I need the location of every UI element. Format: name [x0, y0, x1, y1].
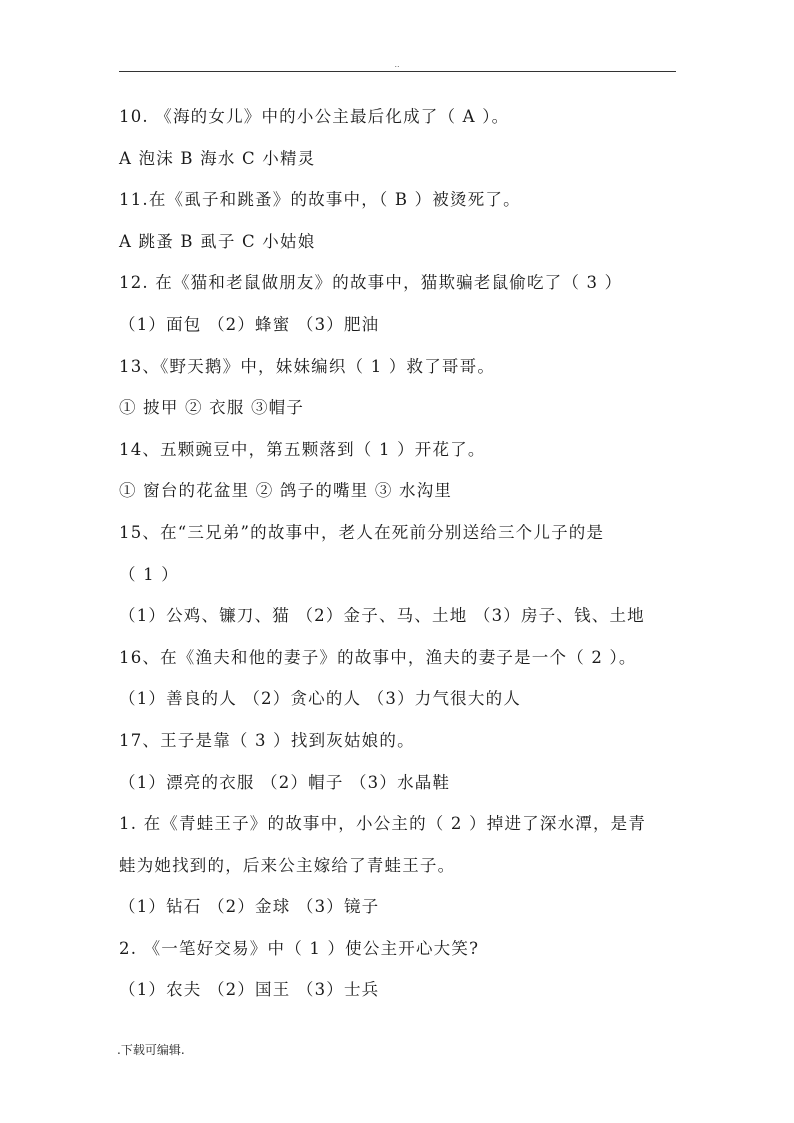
text-line: （1）钻石 （2）金球 （3）镜子	[119, 897, 380, 917]
text-line: A 泡沫 B 海水 C 小精灵	[119, 148, 316, 168]
text-line: ① 窗台的花盆里 ② 鸽子的嘴里 ③ 水沟里	[119, 481, 453, 501]
document-body	[119, 102, 689, 1017]
text-line: A 跳蚤 B 虱子 C 小姑娘	[119, 231, 316, 251]
text-line: （1）善良的人 （2）贪心的人 （3）力气很大的人	[119, 689, 521, 709]
footer-note: .下载可编辑.	[117, 1043, 185, 1057]
text-line: 12. 在《猫和老鼠做朋友》的故事中，猫欺骗老鼠偷吃了（ 3 ）	[119, 273, 623, 293]
text-line: 16、在《渔夫和他的妻子》的故事中，渔夫的妻子是一个（ 2 ）。	[119, 647, 637, 667]
header-rule	[119, 71, 676, 72]
text-line: ① 披甲 ② 衣服 ③帽子	[119, 398, 305, 418]
text-line: 11.在《虱子和跳蚤》的故事中，（ B ）被烫死了。	[119, 190, 521, 210]
text-line: 蛙为她找到的，后来公主嫁给了青蛙王子。	[119, 855, 456, 875]
text-line: 1. 在《青蛙王子》的故事中，小公主的（ 2 ）掉进了深水潭，是青	[119, 814, 647, 834]
text-line: 10. 《海的女儿》中的小公主最后化成了（ A ）。	[119, 107, 510, 126]
text-line: 14、五颗豌豆中，第五颗落到（ 1 ）开花了。	[119, 439, 486, 459]
text-line: （1）漂亮的衣服 （2）帽子 （3）水晶鞋	[119, 772, 451, 792]
text-line: 13、《野天鹅》中，妹妹编织（ 1 ）救了哥哥。	[119, 356, 496, 376]
header-mark: ..	[394, 60, 400, 69]
text-line: （ 1 ）	[119, 564, 179, 584]
text-line: （1）面包 （2）蜂蜜 （3）肥油	[119, 314, 380, 334]
text-line: 2. 《一笔好交易》中（ 1 ）使公主开心大笑?	[119, 938, 480, 958]
text-line: （1）农夫 （2）国王 （3）士兵	[119, 980, 380, 1000]
text-line: 17、王子是靠（ 3 ）找到灰姑娘的。	[119, 730, 415, 750]
text-line: 15、在“三兄弟”的故事中，老人在死前分别送给三个儿子的是	[119, 522, 605, 542]
text-line: （1）公鸡、镰刀、猫 （2）金子、马、土地 （3）房子、钱、土地	[119, 606, 645, 626]
